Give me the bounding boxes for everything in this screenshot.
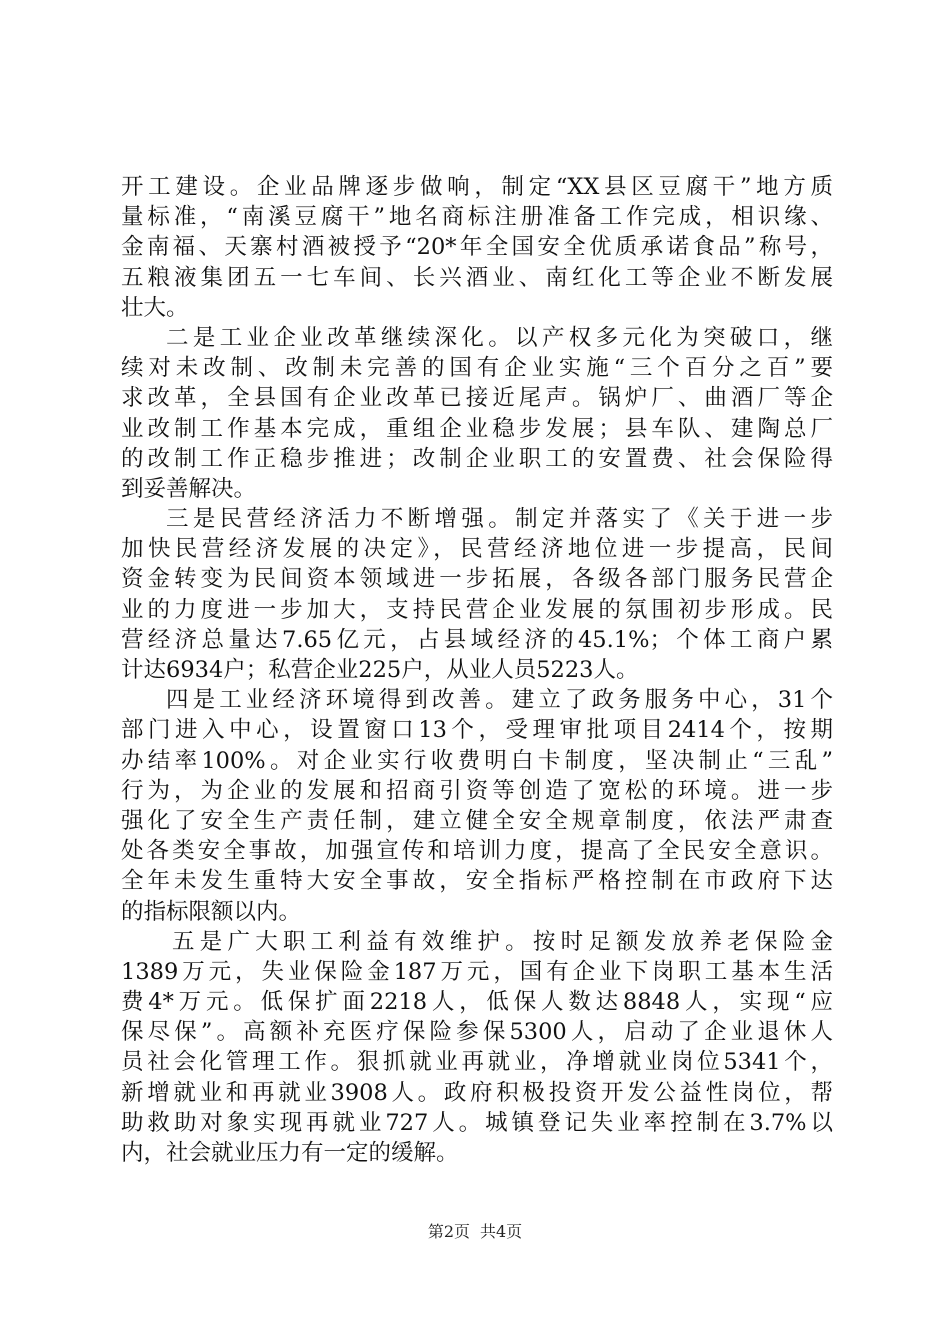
text-line: 续对未改制、改制未完善的国有企业实施“三个百分之百”要 (121, 355, 833, 382)
text-line: 的改制工作正稳步推进；改制企业职工的安置费、社会保险得 (121, 445, 833, 472)
text-line: 五粮液集团五一七车间、长兴酒业、南红化工等企业不断发展 (121, 264, 833, 291)
page-footer (0, 1222, 950, 1242)
text-line: 加快民营经济发展的决定》，民营经济地位进一步提高，民间 (121, 536, 833, 563)
text-line: 业改制工作基本完成，重组企业稳步发展；县车队、建陶总厂 (121, 415, 833, 442)
text-line: 全年未发生重特大安全事故，安全指标严格控制在市政府下达 (121, 868, 833, 895)
text-line: 新增就业和再就业3908人。政府积极投资开发公益性岗位，帮 (121, 1079, 833, 1106)
text-line: 费4*万元。低保扩面2218人，低保人数达8848人，实现“应 (121, 989, 833, 1016)
paragraph-first-line: 二是工业企业改革继续深化。以产权多元化为突破口，继 (166, 324, 833, 351)
paragraph-first-line: 四是工业经济环境得到改善。建立了政务服务中心，31个 (166, 687, 833, 714)
text-line: 求改革，全县国有企业改革已接近尾声。锅炉厂、曲酒厂等企 (121, 385, 833, 412)
text-line: 资金转变为民间资本领域进一步拓展，各级各部门服务民营企 (121, 566, 833, 593)
text-line: 内，社会就业压力有一定的缓解。 (121, 1140, 459, 1166)
text-line: 保尽保”。高额补充医疗保险参保5300人，启动了企业退休人 (121, 1019, 833, 1046)
text-line: 行为，为企业的发展和招商引资等创造了宽松的环境。进一步 (121, 777, 833, 804)
text-line: 业的力度进一步加大，支持民营企业发展的氛围初步形成。民 (121, 596, 833, 623)
text-line: 计达6934户；私营企业225户，从业人员5223人。 (121, 657, 639, 683)
page-number: 第2页 (427, 1222, 470, 1241)
text-line: 开工建设。企业品牌逐步做响，制定“XX县区豆腐干”地方质 (121, 174, 833, 200)
text-line: 1389万元，失业保险金187万元，国有企业下岗职工基本生活 (121, 958, 833, 985)
text-line: 员社会化管理工作。狠抓就业再就业，净增就业岗位5341个， (121, 1049, 833, 1076)
text-line: 金南福、天寨村酒被授予“20*年全国安全优质承诺食品”称号， (121, 234, 833, 261)
text-line: 壮大。 (121, 294, 189, 321)
text-line: 营经济总量达7.65亿元，占县域经济的45.1%；个体工商户累 (121, 626, 833, 653)
page-total: 共4页 (480, 1222, 523, 1241)
text-line: 的指标限额以内。 (121, 898, 302, 925)
text-line: 到妥善解决。 (121, 475, 257, 502)
body-text (121, 172, 833, 1168)
text-line: 强化了安全生产责任制，建立健全安全规章制度，依法严肃查 (121, 807, 833, 834)
text-line: 办结率100%。对企业实行收费明白卡制度，坚决制止“三乱” (121, 747, 833, 774)
paragraph-first-line: 三是民营经济活力不断增强。制定并落实了《关于进一步 (166, 506, 833, 533)
text-line: 处各类安全事故，加强宣传和培训力度，提高了全民安全意识。 (121, 838, 833, 865)
text-line: 部门进入中心，设置窗口13个，受理审批项目2414个，按期 (121, 717, 833, 744)
text-line: 助救助对象实现再就业727人。城镇登记失业率控制在3.7%以 (121, 1109, 833, 1136)
text-line: 量标准，“南溪豆腐干”地名商标注册准备工作完成，相识缘、 (121, 204, 833, 231)
paragraph-first-line: 五是广大职工利益有效维护。按时足额发放养老保险金 (172, 928, 833, 955)
